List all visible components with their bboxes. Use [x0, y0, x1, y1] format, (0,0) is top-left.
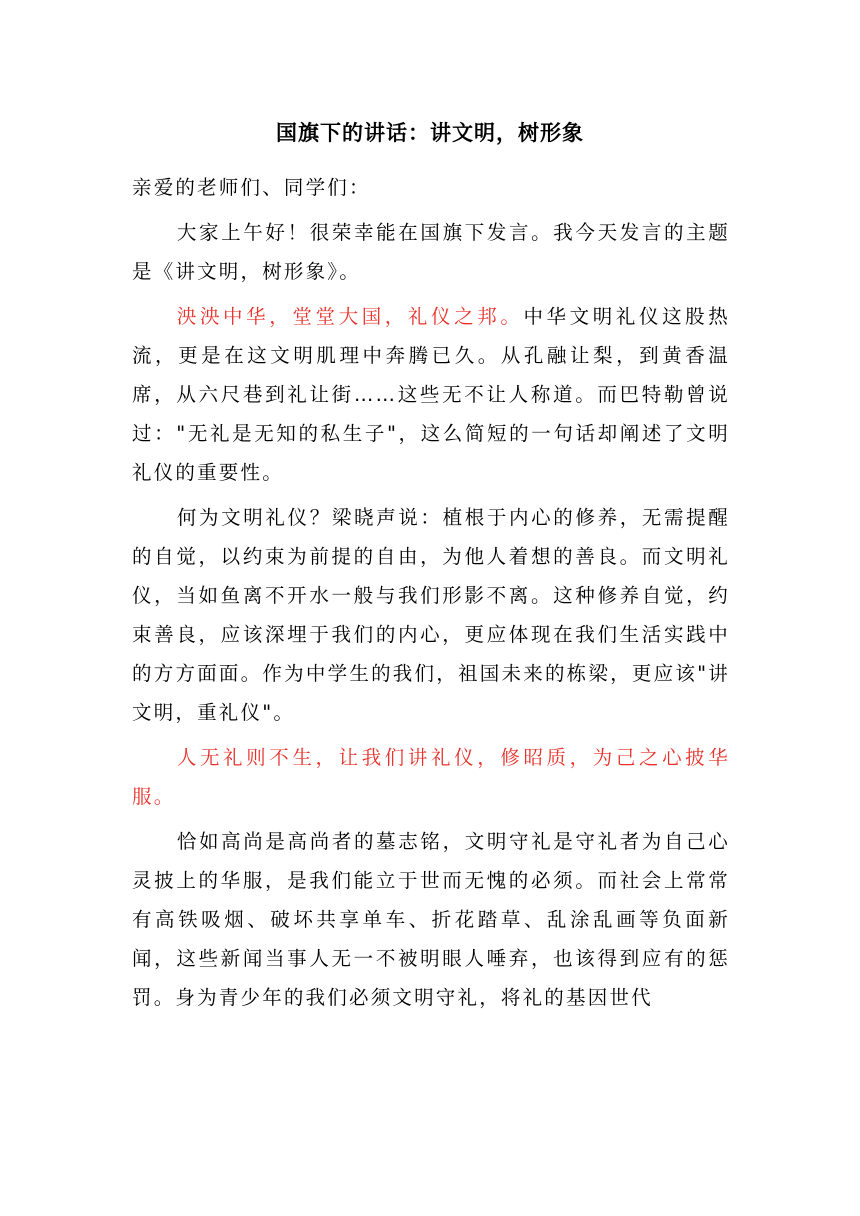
paragraph-4 — [132, 738, 730, 816]
paragraph-3 — [132, 498, 730, 732]
paragraph-4-highlight: 人无礼则不生，让我们讲礼仪，修昭质，为己之心披华服。 — [132, 746, 730, 808]
paragraph-2-text: 中华文明礼仪这股热流，更是在这文明肌理中奔腾已久。从孔融让梨，到黄香温席，从六尺巷到礼让街……这些无不让人称道。而巴特勒曾说过："无礼是无知的私生子"，这么简短的一句话却阐述了文明礼仪的重要性。 — [132, 305, 730, 484]
paragraph-2-highlight: 泱泱中华，堂堂大国，礼仪之邦。 — [176, 305, 524, 328]
paragraph-3-text: 何为文明礼仪？梁晓声说：植根于内心的修养，无需提醒的自觉，以约束为前提的自由，为他人着想的善良。而文明礼仪，当如鱼离不开水一般与我们形影不离。这种修养自觉，约束善良，应该深埋于我们的内心，更应体现在我们生活实践中的方方面面。作为中学生的我们，祖国未来的栋梁，更应该"讲文明，重礼仪"。 — [132, 506, 730, 724]
document-title: 国旗下的讲话：讲文明，树形象 — [276, 121, 584, 145]
paragraph-5 — [132, 822, 730, 1017]
salutation: 亲爱的老师们、同学们： — [132, 176, 371, 199]
paragraph-2 — [132, 297, 730, 492]
document-body — [132, 168, 730, 1017]
paragraph-5-text: 恰如高尚是高尚者的墓志铭，文明守礼是守礼者为自己心灵披上的华服，是我们能立于世而无愧的必须。而社会上常常有高铁吸烟、破坏共享单车、折花踏草、乱涂乱画等负面新闻，这些新闻当事人无一不被明眼人唾弃，也该得到应有的惩罚。身为青少年的我们必须文明守礼，将礼的基因世代 — [132, 830, 730, 1009]
paragraph-1 — [132, 213, 730, 291]
paragraph-1-text: 大家上午好！很荣幸能在国旗下发言。我今天发言的主题是《讲文明，树形象》。 — [132, 221, 730, 283]
